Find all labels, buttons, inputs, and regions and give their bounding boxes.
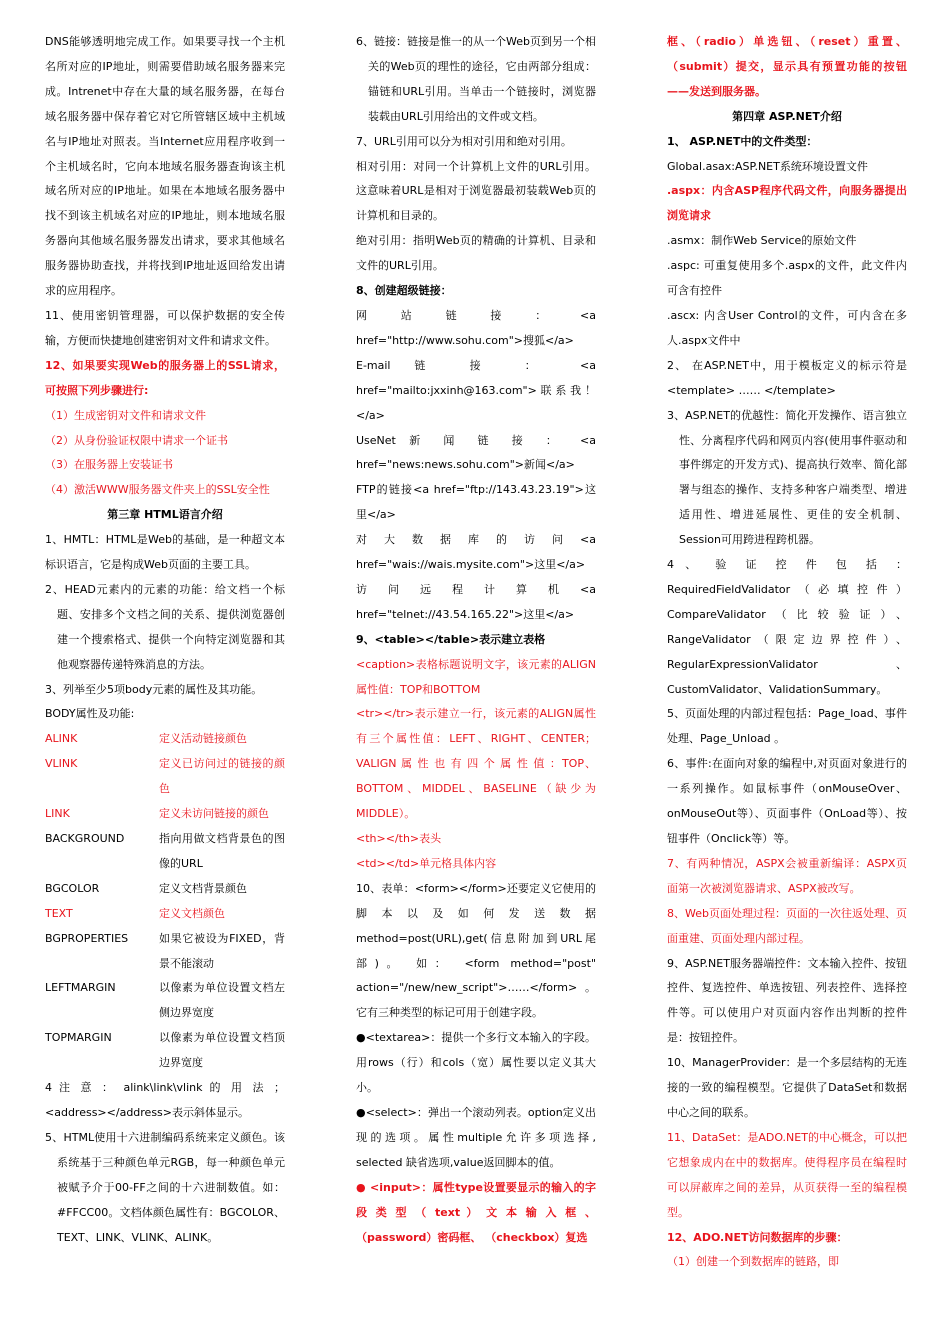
paragraph: 7、URL引用可以分为相对引用和绝对引用。	[356, 134, 572, 148]
attr-desc: 指向用做文档背景色的图像的URL	[159, 832, 285, 870]
attr-name: BGPROPERTIES	[45, 931, 129, 945]
paragraph: 12、如果要实现Web的服务器上的SSL请求，可按照下列步骤进行:	[45, 358, 285, 397]
paragraph: 3、列举至少5项body元素的属性及其功能。	[45, 682, 263, 696]
paragraph: E-mail 链 接 ： <a href="mailto:jxxinh@163.com"> 联 系 我 ！ </a>	[356, 358, 596, 422]
paragraph	[45, 902, 285, 927]
paragraph: （1）生成密钥对文件和请求文件	[45, 408, 206, 422]
section-heading: 5、HTML使用十六进制编码系统来定义颜色。该系统基于三种颜色单元RGB，每一种颜色单元被赋予介于00-FF之间的十六进制数值。如：#FFCC00。文档体颜色属性有：BGCOLOR、TEXT、LINK、VLINK、ALINK。	[45, 1130, 285, 1244]
section-heading: 3、ASP.NET的优越性：简化开发操作、语言独立性、分离程序代码和网页内容(使用事件驱动和事件绑定的开发方式)、提高执行效率、简化部署与组态的操作、支持多种客户端类型、增进适用性、增进延展性、更佳的安全机制、Session可用跨进程跨机器。	[667, 408, 907, 547]
paragraph: （4）激活WWW服务器文件夹上的SSL安全性	[45, 483, 270, 497]
paragraph: .ascx: 内含User Control的文件，可内含在多人.aspx文件中	[667, 308, 907, 347]
paragraph: <th></th>表头	[356, 832, 442, 845]
paragraph: 绝对引用：指明Web页的精确的计算机、目录和文件的URL引用。	[356, 234, 596, 273]
paragraph: （1）创建一个到数据库的链路，即	[667, 1255, 839, 1269]
paragraph	[45, 827, 285, 877]
paragraph: 12、ADO.NET访问数据库的步骤：	[667, 1230, 848, 1244]
section-heading: 第四章 ASP.NET介绍	[732, 109, 842, 123]
paragraph: 9、<table></table>表示建立表格	[356, 632, 546, 646]
paragraph: <tr></tr>表示建立一行，该元素的ALIGN属性有三个属性值：LEFT、RIGHT、CENTER；VALIGN 属 性 也 有 四 个 属 性 值 ：TOP、BOTTOM、MIDDEL、BASELINE（缺少为MIDDLE）。	[356, 707, 596, 821]
paragraph: 11、使用密钥管理器，可以保护数据的安全传输，方便而快捷地创建密钥对文件和请求文件。	[45, 308, 285, 347]
attr-name: TEXT	[45, 906, 73, 920]
attr-desc: 定义未访问链接的颜色	[159, 807, 269, 821]
paragraph: 8、创建超级链接：	[356, 284, 452, 298]
paragraph: 2、 在ASP.NET中，用于模板定义的标示符是<template> …… </template>	[667, 358, 907, 397]
paragraph: Global.asax:ASP.NET系统环境设置文件	[667, 159, 868, 173]
paragraph: FTP的链接<a href="ftp://143.43.23.19">这里</a>	[356, 483, 596, 522]
paragraph: .aspx：内含ASP程序代码文件，向服务器提出浏览请求	[667, 184, 907, 223]
paragraph: .asmx：制作Web Service的原始文件	[667, 234, 857, 248]
paragraph: 6、事件:在面向对象的编程中,对页面对象进行的一系列操作。如鼠标事件（onMouseOver、onMouseOut等）、页面事件（OnLoad等）、按钮事件（Onclick等）等。	[667, 757, 907, 845]
paragraph: ●<textarea>：提供一个多行文本输入的字段。用rows（行）和cols（宽）属性要以定义其大 小。	[356, 1031, 596, 1095]
paragraph: 5、页面处理的内部过程包括：Page_load、事件处理、Page_Unload 。	[667, 707, 907, 746]
attr-name: ALINK	[45, 732, 78, 746]
paragraph: 1、HMTL：HTML是Web的基础，是一种超文本标识语言，它是构成Web页面的主要工具。	[45, 533, 285, 572]
paragraph: DNS能够透明地完成工作。如果要寻找一个主机名所对应的IP地址，则需要借助域名服务器来完成。Intrenet中存在大量的域名服务器，在每台域名服务器中保存着它对它所管辖区域中主机域名与IP地址对照表。当Internet应用程序收到一个主机域名时，它向本地域名服务器查询该主机域名所对应的IP地址。如果在本地域名服务器中找不到该主机域名对应的IP地址，则本地域名服务器向其他域名服务器发出请求，要求其他域名服务器协助查找，并将找到IP地址返回给发出请求的应用程序。	[45, 35, 285, 298]
paragraph: 1、 ASP.NET中的文件类型：	[667, 134, 818, 148]
paragraph: 网 站 链 接 ： <a href="http://www.sohu.com">搜狐</a>	[356, 308, 596, 347]
section-heading: 第三章 HTML语言介绍	[107, 508, 223, 522]
attr-name: LINK	[45, 807, 70, 821]
attr-desc: 定义已访问过的链接的颜色	[159, 757, 285, 796]
attr-desc: 以像素为单位设置文档左侧边界宽度	[159, 981, 285, 1020]
paragraph: 7、有两种情况，ASPX会被重新编译：ASPX页面第一次被浏览器请求、ASPX被改写。	[667, 856, 907, 895]
paragraph: ● <input>：属性type设置要显示的输入的字 段 类 型 （ text ） 文 本 输 入 框 、（password）密码框、 （checkbox）复选	[356, 1180, 596, 1244]
paragraph	[45, 752, 285, 802]
section-heading: 6、链接：链接是惟一的从一个Web页到另一个相关的Web页的理性的途径，它由两部分组成：锚链和URL引用。当单击一个链接时，浏览器装载由URL引用给出的文件或文档。	[356, 35, 596, 123]
paragraph: .aspc: 可重复使用多个.aspx的文件，此文件内可含有控件	[667, 259, 907, 298]
paragraph: BODY属性及功能:	[45, 707, 135, 721]
paragraph: ●<select>：弹出一个滚动列表。option定义出现的选项。属性multiple允许多项选择, selected 缺省选项,value返回脚本的值。	[356, 1105, 596, 1169]
attr-name: LEFTMARGIN	[45, 981, 116, 995]
paragraph	[45, 976, 285, 1026]
paragraph: 访 问 远 程 计 算 机 <a href="telnet://43.54.165.22">这里</a>	[356, 582, 596, 621]
paragraph: <caption>表格标题说明文字，该元素的ALIGN属性值：TOP和BOTTOM	[356, 657, 596, 696]
paragraph: （2）从身份验证权限中请求一个证书	[45, 433, 228, 447]
attr-name: BACKGROUND	[45, 832, 125, 845]
paragraph: 10、ManagerProvider：是一个多层结构的无连接的一致的编程模型。它提供了DataSet和数据中心之间的联系。	[667, 1056, 907, 1119]
attr-desc: 以像素为单位设置文档顶边界宽度	[159, 1031, 285, 1070]
paragraph: 相对引用：对同一个计算机上文件的URL引用。这意味着URL是相对于浏览器最初装载Web页的计算机和目录的。	[356, 159, 596, 223]
attr-name: TOPMARGIN	[45, 1031, 112, 1045]
paragraph: 8、Web页面处理过程：页面的一次往返处理、页面重建、页面处理内部过程。	[667, 906, 907, 945]
section-heading: 2、HEAD元素内的元素的功能：给文档一个标题、安排多个文档之间的关系、提供浏览器创建一个搜索格式、提供一个向特定浏览器和其他观察器传递特殊消息的方法。	[45, 582, 285, 671]
column-2	[356, 30, 596, 1250]
paragraph: 9、ASP.NET服务器端控件：文本输入控件、按钮控件、复选控件、单选按钮、列表控件、选择控件等。可以使用户对页面内容作出判断的控件是：按钮控件。	[667, 956, 907, 1045]
attr-desc: 定义文档颜色	[159, 906, 225, 920]
paragraph: 10、表单：<form></form>还要定义它使用的脚 本 以 及 如 何 发 送 数 据 method=post(URL),get(信息附加到URL尾部)。 如： <form method="post" action="/new/new_script">……</form> 。它有三种类型的标记可用于创建字段。	[356, 881, 596, 1020]
attr-desc: 定义文档背景颜色	[159, 881, 247, 895]
paragraph: 11、DataSet：是ADO.NET的中心概念，可以把它想象成内在中的数据库。使得程序员在编程时可以屏蔽库之间的差异，从页获得一至的编程模型。	[667, 1130, 907, 1219]
paragraph: UseNet 新 闻 链 接 ： <a href="news:news.sohu.com">新闻</a>	[356, 433, 596, 472]
paragraph: <td></td>单元格具体内容	[356, 856, 497, 870]
column-1	[45, 30, 285, 1250]
paragraph: （3）在服务器上安装证书	[45, 458, 173, 472]
paragraph: 4 、 验 证 控 件 包 括 ： RequiredFieldValidator（必填控件）CompareValidator（比较验证）、RangeValidator（限定边界控件）、RegularExpressionValidator、CustomValidator、ValidationSummary。	[667, 558, 907, 696]
attr-name: BGCOLOR	[45, 881, 100, 895]
paragraph: 4 注 意 ： alink\link\vlink 的 用 法 ； <address></address>表示斜体显示。	[45, 1081, 285, 1119]
attr-desc: 如果它被设为FIXED，背景不能滚动	[159, 931, 285, 970]
paragraph	[45, 1026, 285, 1076]
attr-name: VLINK	[45, 757, 78, 771]
paragraph: 框、（radio）单选钮、（reset）重置、（submit）提交，显示具有预置功能的按钮——发送到服务器。	[667, 35, 907, 98]
paragraph	[45, 927, 285, 977]
column-3	[667, 30, 907, 1275]
attr-desc: 定义活动链接颜色	[159, 732, 247, 746]
paragraph	[45, 727, 285, 752]
paragraph	[45, 877, 285, 902]
paragraph	[45, 802, 285, 827]
paragraph: 对 大 数 据 库 的 访 问 <a href="wais://wais.mysite.com">这里</a>	[356, 533, 596, 572]
